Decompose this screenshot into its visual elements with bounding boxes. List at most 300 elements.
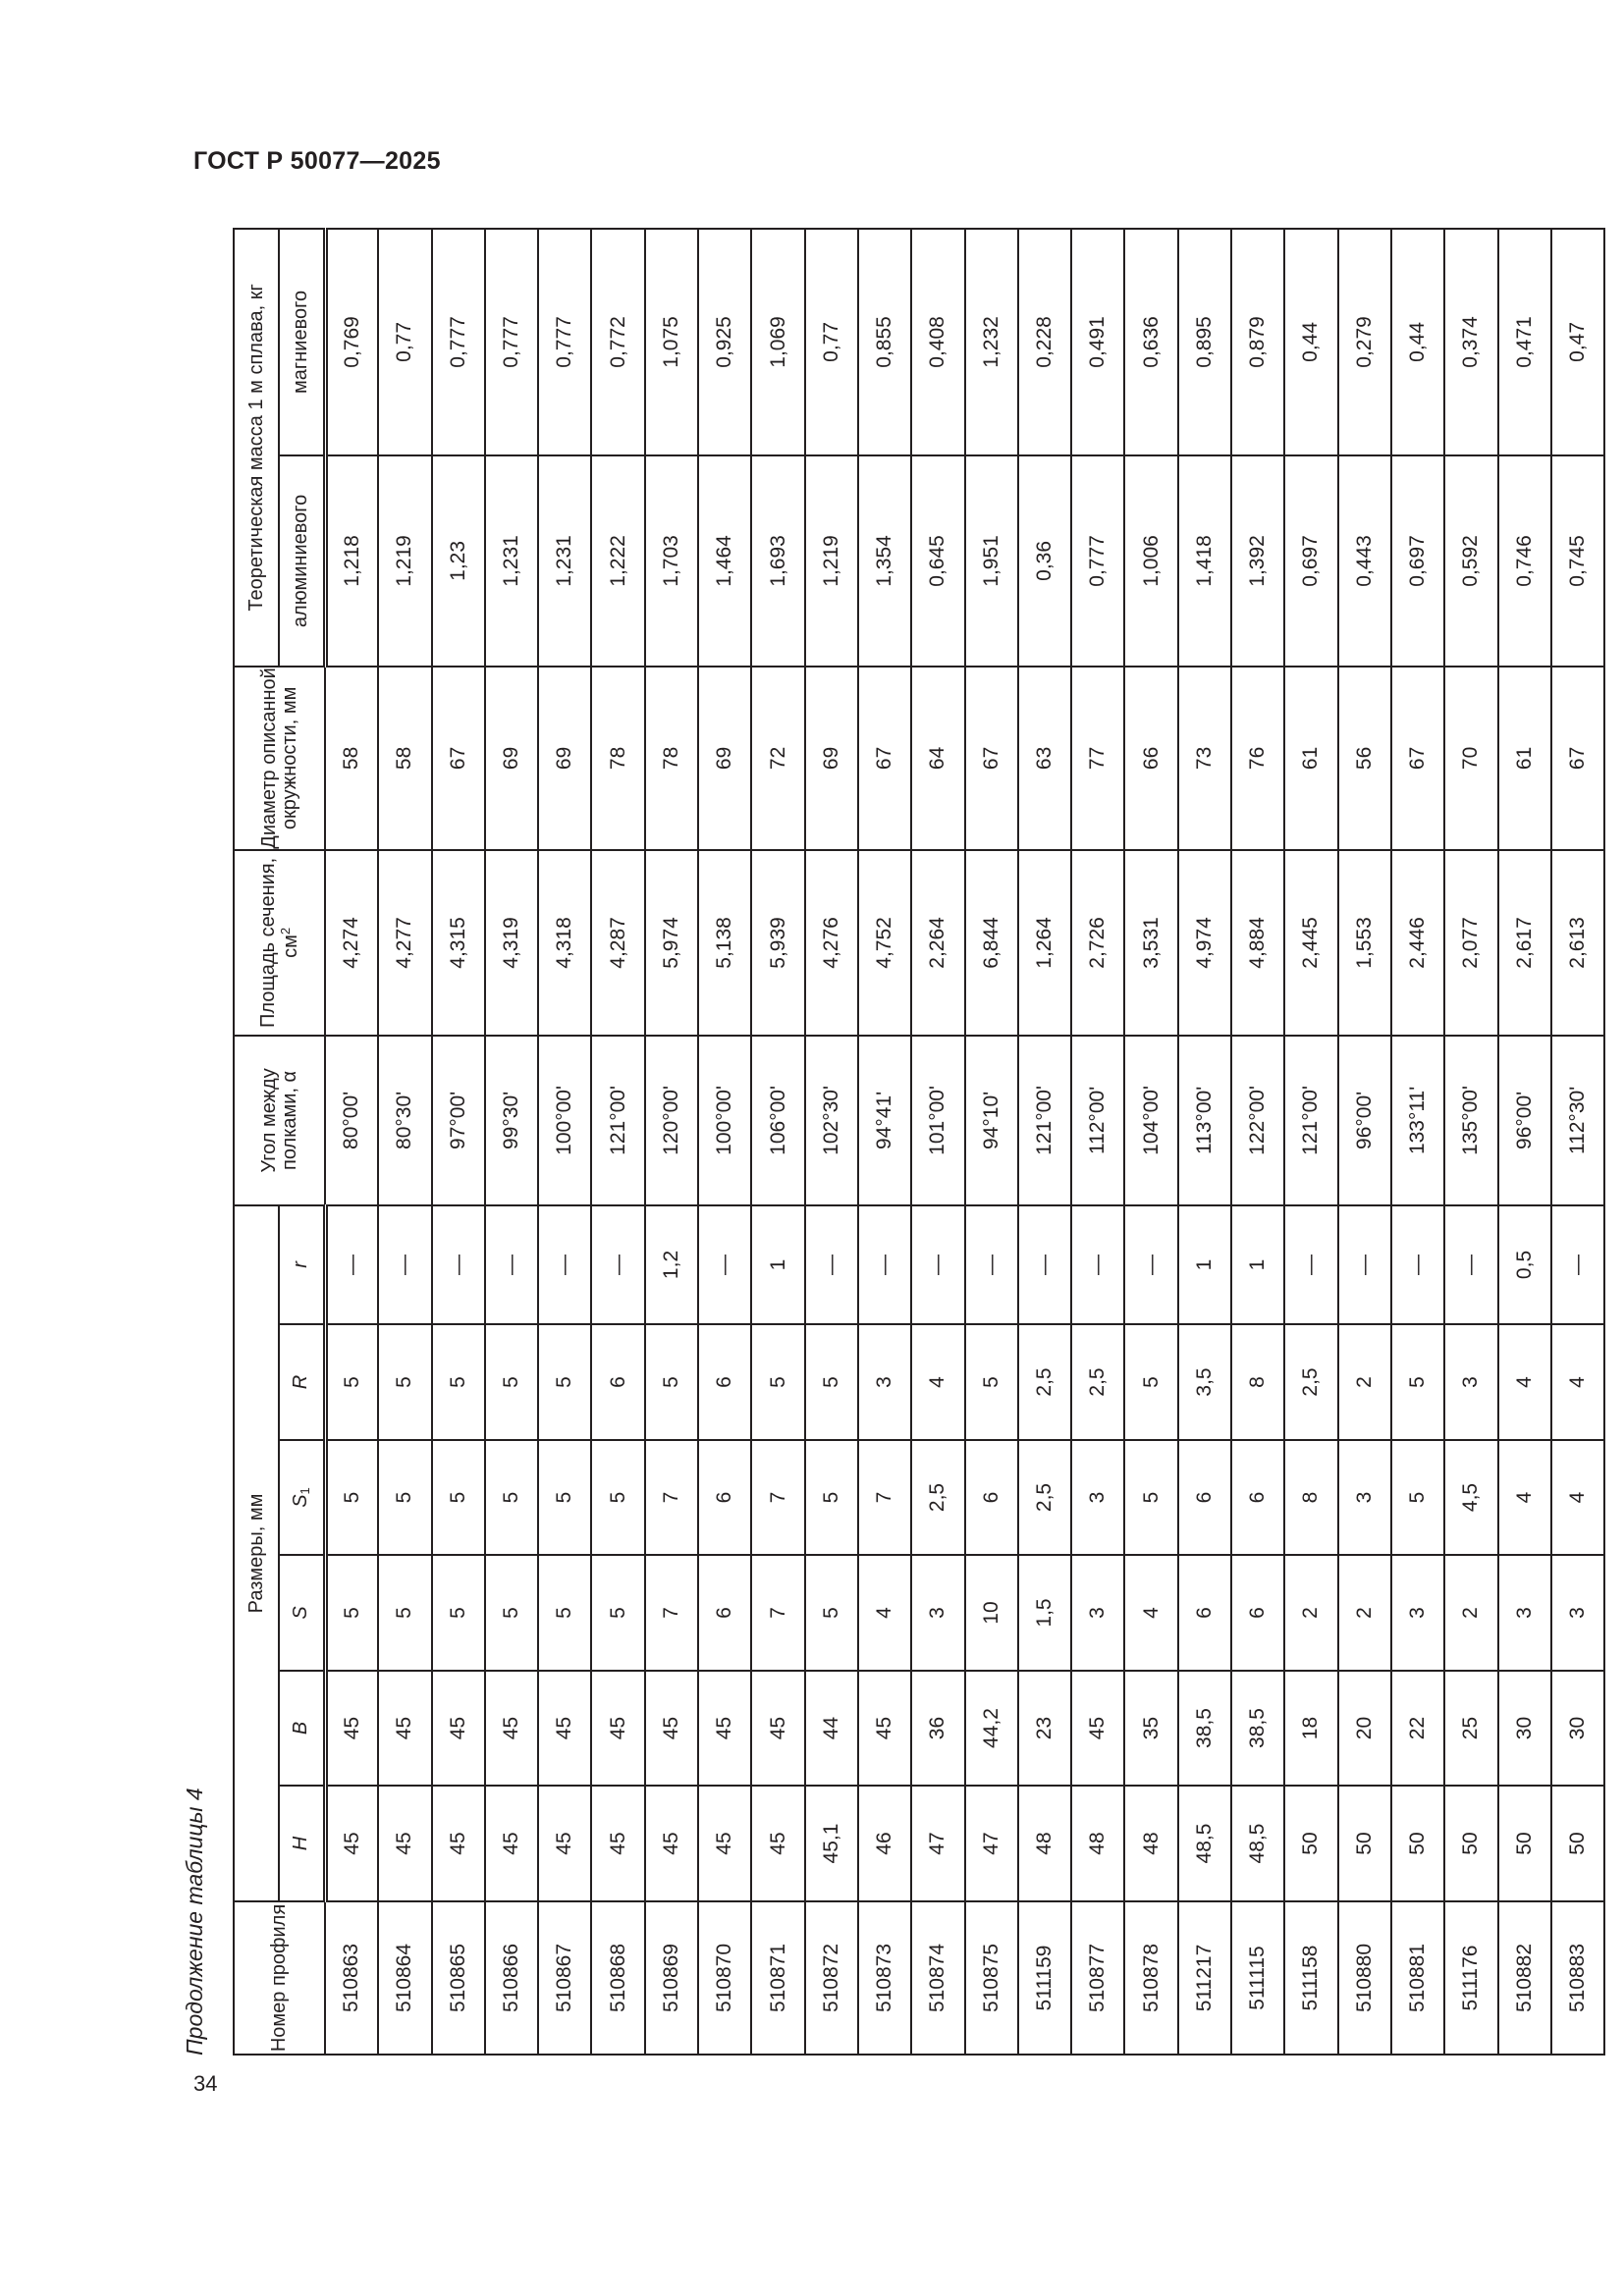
cell-r: — [911, 1205, 964, 1324]
cell-diameter: 67 [965, 667, 1018, 850]
cell-angle: 121°00' [591, 1036, 644, 1205]
cell-R: 8 [1231, 1324, 1284, 1440]
rotated-table-container [182, 230, 1589, 2056]
cell-R: 6 [698, 1324, 751, 1440]
table-row [485, 229, 538, 2055]
cell-mass-al: 0,777 [1071, 455, 1124, 667]
cell-area: 2,445 [1284, 850, 1337, 1036]
cell-mass-al: 1,218 [325, 455, 378, 667]
cell-H: 45 [378, 1786, 431, 1901]
cell-area: 4,315 [432, 850, 485, 1036]
header-area-sup: 2 [277, 927, 293, 935]
cell-angle: 100°00' [698, 1036, 751, 1205]
cell-R: 5 [485, 1324, 538, 1440]
cell-profile: 510872 [805, 1901, 858, 2055]
cell-diameter: 58 [325, 667, 378, 850]
table-row [378, 229, 431, 2055]
cell-S: 3 [1071, 1555, 1124, 1671]
cell-H: 45 [645, 1786, 698, 1901]
cell-B: 45 [432, 1671, 485, 1786]
cell-profile: 510866 [485, 1901, 538, 2055]
cell-R: 5 [1124, 1324, 1177, 1440]
cell-mass-mg: 0,279 [1338, 229, 1391, 455]
table-row [1018, 229, 1071, 2055]
cell-mass-mg: 0,777 [485, 229, 538, 455]
cell-B: 20 [1338, 1671, 1391, 1786]
cell-profile: 510881 [1391, 1901, 1444, 2055]
cell-angle: 121°00' [1284, 1036, 1337, 1205]
header-mass-aluminium: алюминиевого [279, 455, 325, 667]
cell-angle: 96°00' [1498, 1036, 1551, 1205]
table-caption: Продолжение таблицы 4 [182, 1788, 207, 2056]
cell-area: 2,077 [1444, 850, 1497, 1036]
cell-mass-mg: 0,879 [1231, 229, 1284, 455]
cell-area: 4,276 [805, 850, 858, 1036]
cell-angle: 122°00' [1231, 1036, 1284, 1205]
cell-mass-al: 1,418 [1178, 455, 1231, 667]
cell-H: 45 [325, 1786, 378, 1901]
cell-profile: 510863 [325, 1901, 378, 2055]
header-row-groups [234, 229, 279, 2055]
table-row [805, 229, 858, 2055]
cell-angle: 100°00' [538, 1036, 591, 1205]
cell-diameter: 78 [591, 667, 644, 850]
cell-angle: 94°41' [858, 1036, 911, 1205]
profiles-table [233, 228, 1605, 2056]
cell-mass-mg: 0,228 [1018, 229, 1071, 455]
cell-S: 1,5 [1018, 1555, 1071, 1671]
cell-H: 45,1 [805, 1786, 858, 1901]
cell-B: 44 [805, 1671, 858, 1786]
header-profile-number: Номер профиля [234, 1901, 325, 2055]
cell-r: — [432, 1205, 485, 1324]
cell-area: 1,264 [1018, 850, 1071, 1036]
cell-diameter: 78 [645, 667, 698, 850]
cell-diameter: 58 [378, 667, 431, 850]
cell-S1: 8 [1284, 1440, 1337, 1555]
cell-r: — [325, 1205, 378, 1324]
cell-r: 1 [751, 1205, 804, 1324]
cell-diameter: 69 [805, 667, 858, 850]
cell-profile: 511217 [1178, 1901, 1231, 2055]
cell-area: 4,319 [485, 850, 538, 1036]
cell-profile: 511159 [1018, 1901, 1071, 2055]
header-area-label: Площадь сечения, см [256, 857, 301, 1029]
cell-H: 45 [485, 1786, 538, 1901]
cell-mass-al: 0,645 [911, 455, 964, 667]
cell-H: 45 [698, 1786, 751, 1901]
cell-r: — [1444, 1205, 1497, 1324]
cell-R: 5 [965, 1324, 1018, 1440]
cell-diameter: 76 [1231, 667, 1284, 850]
cell-H: 50 [1498, 1786, 1551, 1901]
cell-S1: 4 [1551, 1440, 1604, 1555]
cell-S1: 6 [698, 1440, 751, 1555]
cell-B: 45 [698, 1671, 751, 1786]
cell-mass-mg: 0,374 [1444, 229, 1497, 455]
document-header: ГОСТ Р 50077—2025 [193, 147, 441, 175]
table-row [645, 229, 698, 2055]
cell-profile: 510880 [1338, 1901, 1391, 2055]
cell-H: 48 [1124, 1786, 1177, 1901]
header-mass-magnesium: магниевого [279, 229, 325, 455]
cell-R: 5 [325, 1324, 378, 1440]
header-S: S [279, 1555, 325, 1671]
cell-diameter: 64 [911, 667, 964, 850]
cell-H: 48 [1071, 1786, 1124, 1901]
header-S1-base: S [289, 1494, 311, 1508]
cell-S: 5 [325, 1555, 378, 1671]
cell-diameter: 70 [1444, 667, 1497, 850]
cell-S: 7 [645, 1555, 698, 1671]
cell-H: 47 [911, 1786, 964, 1901]
cell-angle: 101°00' [911, 1036, 964, 1205]
cell-profile: 510867 [538, 1901, 591, 2055]
cell-B: 35 [1124, 1671, 1177, 1786]
cell-mass-mg: 1,075 [645, 229, 698, 455]
cell-S: 4 [858, 1555, 911, 1671]
cell-angle: 96°00' [1338, 1036, 1391, 1205]
cell-profile: 510869 [645, 1901, 698, 2055]
cell-mass-mg: 0,772 [591, 229, 644, 455]
table-row [751, 229, 804, 2055]
cell-S: 5 [378, 1555, 431, 1671]
header-B: B [279, 1671, 325, 1786]
cell-area: 5,138 [698, 850, 751, 1036]
cell-profile: 510868 [591, 1901, 644, 2055]
cell-S1: 2,5 [911, 1440, 964, 1555]
cell-angle: 102°30' [805, 1036, 858, 1205]
cell-r: — [485, 1205, 538, 1324]
cell-angle: 121°00' [1018, 1036, 1071, 1205]
cell-S: 2 [1338, 1555, 1391, 1671]
cell-profile: 510877 [1071, 1901, 1124, 2055]
cell-mass-al: 1,231 [538, 455, 591, 667]
cell-diameter: 61 [1498, 667, 1551, 850]
cell-area: 4,277 [378, 850, 431, 1036]
header-area [234, 850, 325, 1036]
cell-mass-al: 1,464 [698, 455, 751, 667]
header-S1-sub: 1 [297, 1487, 312, 1495]
cell-S: 6 [698, 1555, 751, 1671]
table-row [1284, 229, 1337, 2055]
cell-r: 0,5 [1498, 1205, 1551, 1324]
cell-area: 4,318 [538, 850, 591, 1036]
cell-B: 25 [1444, 1671, 1497, 1786]
cell-r: — [805, 1205, 858, 1324]
cell-r: — [1551, 1205, 1604, 1324]
cell-diameter: 56 [1338, 667, 1391, 850]
cell-diameter: 72 [751, 667, 804, 850]
cell-S1: 5 [591, 1440, 644, 1555]
cell-angle: 120°00' [645, 1036, 698, 1205]
cell-B: 45 [858, 1671, 911, 1786]
cell-mass-al: 1,354 [858, 455, 911, 667]
cell-R: 3,5 [1178, 1324, 1231, 1440]
cell-angle: 80°30' [378, 1036, 431, 1205]
cell-R: 2,5 [1071, 1324, 1124, 1440]
cell-B: 45 [485, 1671, 538, 1786]
cell-r: 1,2 [645, 1205, 698, 1324]
cell-mass-mg: 0,777 [538, 229, 591, 455]
cell-S1: 4 [1498, 1440, 1551, 1555]
table-row [1338, 229, 1391, 2055]
cell-area: 5,939 [751, 850, 804, 1036]
cell-H: 50 [1391, 1786, 1444, 1901]
cell-area: 4,287 [591, 850, 644, 1036]
cell-B: 30 [1498, 1671, 1551, 1786]
cell-R: 3 [1444, 1324, 1497, 1440]
cell-mass-mg: 0,44 [1284, 229, 1337, 455]
cell-mass-mg: 0,777 [432, 229, 485, 455]
cell-S: 3 [911, 1555, 964, 1671]
cell-B: 38,5 [1231, 1671, 1284, 1786]
cell-profile: 510878 [1124, 1901, 1177, 2055]
cell-r: — [1071, 1205, 1124, 1324]
cell-S1: 3 [1338, 1440, 1391, 1555]
cell-S: 6 [1231, 1555, 1284, 1671]
table-row [591, 229, 644, 2055]
cell-H: 50 [1551, 1786, 1604, 1901]
cell-diameter: 67 [432, 667, 485, 850]
table-row [965, 229, 1018, 2055]
cell-diameter: 63 [1018, 667, 1071, 850]
cell-H: 45 [538, 1786, 591, 1901]
cell-mass-mg: 0,44 [1391, 229, 1444, 455]
cell-B: 18 [1284, 1671, 1337, 1786]
cell-angle: 135°00' [1444, 1036, 1497, 1205]
cell-r: — [965, 1205, 1018, 1324]
cell-mass-mg: 0,769 [325, 229, 378, 455]
cell-B: 30 [1551, 1671, 1604, 1786]
header-R: R [279, 1324, 325, 1440]
cell-S1: 3 [1071, 1440, 1124, 1555]
cell-mass-mg: 1,232 [965, 229, 1018, 455]
cell-R: 5 [1391, 1324, 1444, 1440]
cell-diameter: 67 [1391, 667, 1444, 850]
cell-R: 5 [378, 1324, 431, 1440]
header-mass-group: Теоретическая масса 1 м сплава, кг [234, 229, 279, 667]
cell-S: 3 [1391, 1555, 1444, 1671]
cell-r: — [538, 1205, 591, 1324]
cell-S1: 5 [805, 1440, 858, 1555]
table-row [1391, 229, 1444, 2055]
cell-S1: 6 [1231, 1440, 1284, 1555]
cell-S: 4 [1124, 1555, 1177, 1671]
cell-S1: 6 [1178, 1440, 1231, 1555]
cell-S1: 5 [325, 1440, 378, 1555]
cell-S1: 2,5 [1018, 1440, 1071, 1555]
cell-mass-mg: 0,895 [1178, 229, 1231, 455]
cell-H: 50 [1444, 1786, 1497, 1901]
header-diameter: Диаметр описанной окружности, мм [234, 667, 325, 850]
cell-R: 2,5 [1018, 1324, 1071, 1440]
cell-angle: 112°00' [1071, 1036, 1124, 1205]
cell-mass-al: 1,219 [378, 455, 431, 667]
cell-area: 2,617 [1498, 850, 1551, 1036]
cell-area: 6,844 [965, 850, 1018, 1036]
cell-H: 47 [965, 1786, 1018, 1901]
cell-angle: 133°11' [1391, 1036, 1444, 1205]
cell-mass-mg: 0,47 [1551, 229, 1604, 455]
cell-H: 48,5 [1231, 1786, 1284, 1901]
cell-B: 22 [1391, 1671, 1444, 1786]
cell-area: 4,752 [858, 850, 911, 1036]
cell-profile: 510882 [1498, 1901, 1551, 2055]
cell-mass-al: 0,745 [1551, 455, 1604, 667]
cell-mass-al: 1,693 [751, 455, 804, 667]
cell-S: 10 [965, 1555, 1018, 1671]
cell-R: 5 [805, 1324, 858, 1440]
cell-profile: 510875 [965, 1901, 1018, 2055]
cell-profile: 510870 [698, 1901, 751, 2055]
cell-mass-al: 1,231 [485, 455, 538, 667]
cell-r: 1 [1231, 1205, 1284, 1324]
cell-S: 2 [1444, 1555, 1497, 1671]
cell-mass-al: 1,951 [965, 455, 1018, 667]
cell-mass-mg: 0,491 [1071, 229, 1124, 455]
cell-profile: 511158 [1284, 1901, 1337, 2055]
cell-angle: 106°00' [751, 1036, 804, 1205]
cell-S1: 5 [378, 1440, 431, 1555]
cell-H: 45 [751, 1786, 804, 1901]
cell-area: 1,553 [1338, 850, 1391, 1036]
cell-S: 7 [751, 1555, 804, 1671]
table-row [1071, 229, 1124, 2055]
cell-S: 6 [1178, 1555, 1231, 1671]
cell-S1: 5 [432, 1440, 485, 1555]
header-H: H [279, 1786, 325, 1901]
cell-S1: 7 [751, 1440, 804, 1555]
table-row [1498, 229, 1551, 2055]
cell-r: — [1284, 1205, 1337, 1324]
header-dimensions-group: Размеры, мм [234, 1205, 279, 1901]
cell-S: 2 [1284, 1555, 1337, 1671]
cell-R: 2,5 [1284, 1324, 1337, 1440]
cell-B: 38,5 [1178, 1671, 1231, 1786]
cell-profile: 510865 [432, 1901, 485, 2055]
cell-R: 4 [911, 1324, 964, 1440]
cell-S: 5 [432, 1555, 485, 1671]
cell-area: 4,974 [1178, 850, 1231, 1036]
table-row [325, 229, 378, 2055]
cell-S: 5 [805, 1555, 858, 1671]
cell-r: — [1124, 1205, 1177, 1324]
cell-H: 46 [858, 1786, 911, 1901]
cell-R: 3 [858, 1324, 911, 1440]
cell-area: 2,613 [1551, 850, 1604, 1036]
cell-mass-al: 0,746 [1498, 455, 1551, 667]
table-row [1551, 229, 1604, 2055]
cell-diameter: 67 [858, 667, 911, 850]
cell-diameter: 61 [1284, 667, 1337, 850]
cell-S1: 7 [645, 1440, 698, 1555]
cell-B: 36 [911, 1671, 964, 1786]
cell-mass-mg: 0,77 [378, 229, 431, 455]
cell-mass-al: 0,592 [1444, 455, 1497, 667]
cell-mass-mg: 0,408 [911, 229, 964, 455]
table-row [911, 229, 964, 2055]
cell-r: — [591, 1205, 644, 1324]
cell-R: 4 [1498, 1324, 1551, 1440]
table-row [858, 229, 911, 2055]
cell-diameter: 67 [1551, 667, 1604, 850]
cell-S1: 5 [1391, 1440, 1444, 1555]
cell-angle: 99°30' [485, 1036, 538, 1205]
cell-mass-al: 0,697 [1391, 455, 1444, 667]
cell-mass-al: 1,23 [432, 455, 485, 667]
table-row [538, 229, 591, 2055]
header-S1 [279, 1440, 325, 1555]
cell-mass-al: 1,222 [591, 455, 644, 667]
cell-R: 5 [432, 1324, 485, 1440]
header-r: r [279, 1205, 325, 1324]
cell-H: 48 [1018, 1786, 1071, 1901]
cell-diameter: 69 [485, 667, 538, 850]
cell-area: 2,446 [1391, 850, 1444, 1036]
table-body [325, 229, 1604, 2055]
cell-S1: 5 [1124, 1440, 1177, 1555]
cell-angle: 112°30' [1551, 1036, 1604, 1205]
cell-mass-mg: 0,471 [1498, 229, 1551, 455]
cell-mass-al: 1,703 [645, 455, 698, 667]
cell-B: 45 [538, 1671, 591, 1786]
header-angle: Угол между полками, α [234, 1036, 325, 1205]
cell-mass-al: 0,36 [1018, 455, 1071, 667]
cell-diameter: 66 [1124, 667, 1177, 850]
cell-r: — [1391, 1205, 1444, 1324]
cell-R: 5 [538, 1324, 591, 1440]
cell-mass-mg: 0,855 [858, 229, 911, 455]
cell-r: — [1018, 1205, 1071, 1324]
cell-S1: 7 [858, 1440, 911, 1555]
cell-B: 45 [1071, 1671, 1124, 1786]
cell-R: 6 [591, 1324, 644, 1440]
page-number: 34 [193, 2071, 218, 2096]
table-row [1231, 229, 1284, 2055]
table-row [1178, 229, 1231, 2055]
cell-diameter: 73 [1178, 667, 1231, 850]
cell-H: 45 [432, 1786, 485, 1901]
cell-R: 4 [1551, 1324, 1604, 1440]
cell-R: 2 [1338, 1324, 1391, 1440]
cell-B: 45 [751, 1671, 804, 1786]
cell-S: 5 [538, 1555, 591, 1671]
cell-B: 45 [591, 1671, 644, 1786]
cell-r: — [698, 1205, 751, 1324]
cell-diameter: 69 [538, 667, 591, 850]
cell-mass-mg: 1,069 [751, 229, 804, 455]
cell-H: 48,5 [1178, 1786, 1231, 1901]
cell-area: 4,884 [1231, 850, 1284, 1036]
cell-R: 5 [751, 1324, 804, 1440]
cell-angle: 80°00' [325, 1036, 378, 1205]
cell-S: 5 [485, 1555, 538, 1671]
cell-area: 2,726 [1071, 850, 1124, 1036]
cell-B: 45 [645, 1671, 698, 1786]
cell-mass-al: 1,392 [1231, 455, 1284, 667]
cell-B: 45 [325, 1671, 378, 1786]
cell-area: 4,274 [325, 850, 378, 1036]
cell-S1: 4,5 [1444, 1440, 1497, 1555]
cell-profile: 511176 [1444, 1901, 1497, 2055]
cell-profile: 510871 [751, 1901, 804, 2055]
cell-profile: 510873 [858, 1901, 911, 2055]
cell-profile: 510864 [378, 1901, 431, 2055]
table-row [1444, 229, 1497, 2055]
cell-mass-al: 1,219 [805, 455, 858, 667]
cell-mass-al: 0,443 [1338, 455, 1391, 667]
